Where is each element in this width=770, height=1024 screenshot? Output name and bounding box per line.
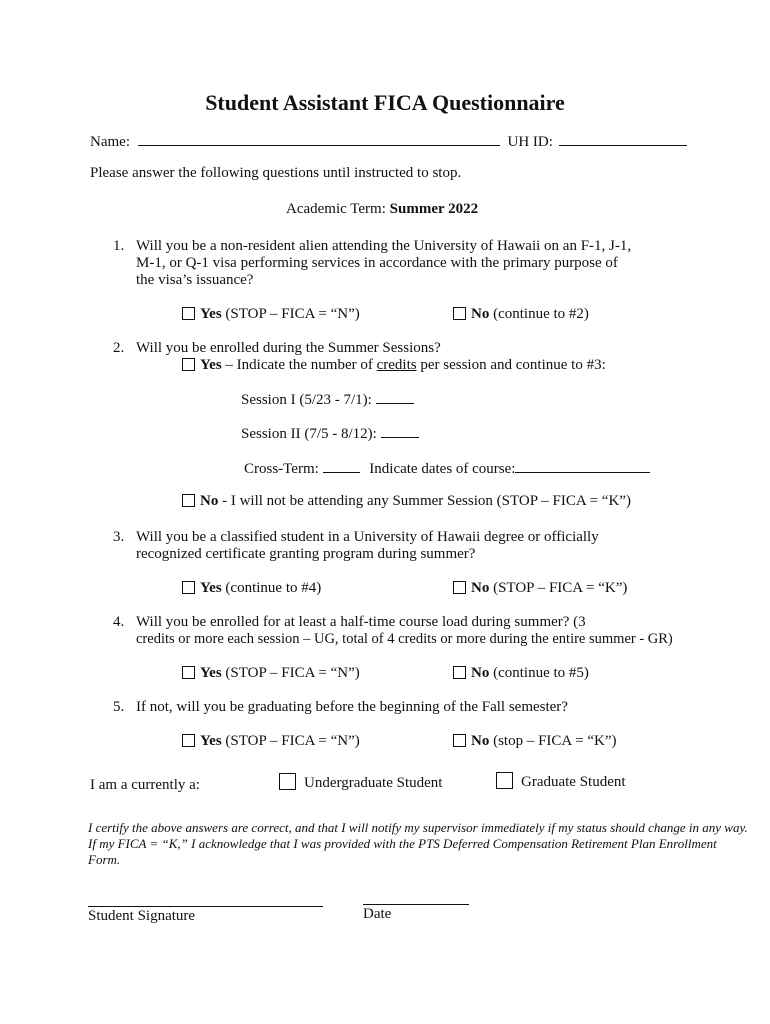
session2-row (241, 423, 419, 443)
undergrad-label: Undergraduate Student (304, 775, 443, 791)
q5-no-option[interactable] (453, 732, 617, 750)
session2-label: Session II (7/5 - 8/12): (241, 426, 377, 442)
q5-yes-note: (STOP – FICA = “N”) (221, 733, 360, 749)
q5-no-note: (stop – FICA = “K”) (489, 733, 617, 749)
grad-label: Graduate Student (521, 774, 626, 790)
q5-yes-option[interactable] (182, 732, 360, 750)
status-label: I am a currently a: (90, 777, 200, 793)
term-label: Academic Term: (286, 201, 386, 217)
q2-no-note: - I will not be attending any Summer Session (STOP – FICA = “K”) (218, 493, 631, 509)
q3-no-checkbox[interactable] (453, 581, 466, 594)
q4-yes-label: Yes (200, 665, 222, 681)
q2-credits-word: credits (376, 357, 417, 373)
crossterm-field[interactable] (323, 458, 360, 473)
q4-yes-option[interactable] (182, 664, 360, 682)
q4-line2: credits or more each session – UG, total of 4 credits or more during the entire summer - GR) (136, 631, 673, 647)
crossterm-row (244, 458, 650, 478)
q3-no-option[interactable] (453, 579, 627, 597)
q3-no-label: No (471, 580, 490, 596)
instructions: Please answer the following questions until instructed to stop. (90, 165, 462, 181)
q2-no-checkbox[interactable] (182, 494, 195, 507)
q2-yes-option[interactable] (182, 356, 606, 374)
undergrad-checkbox[interactable] (279, 773, 296, 790)
q3-line2: recognized certificate granting program during summer? (136, 546, 476, 562)
session1-label: Session I (5/23 - 7/1): (241, 392, 372, 408)
q2-line1: Will you be enrolled during the Summer Sessions? (136, 340, 441, 356)
q4-no-option[interactable] (453, 664, 589, 682)
grad-checkbox[interactable] (496, 772, 513, 789)
term-value: Summer 2022 (389, 201, 479, 217)
q5-no-checkbox[interactable] (453, 734, 466, 747)
q2-yes-note-b: per session and continue to #3: (416, 357, 606, 373)
page-title: Student Assistant FICA Questionnaire (205, 90, 565, 115)
session1-field[interactable] (376, 389, 414, 404)
q4-no-note: (continue to #5) (489, 665, 589, 681)
uhid-field[interactable] (559, 131, 687, 146)
q1-no-label: No (471, 306, 490, 322)
q5-line1: If not, will you be graduating before the beginning of the Fall semester? (136, 699, 568, 715)
q5-yes-label: Yes (200, 733, 222, 749)
q1-line2: M-1, or Q-1 visa performing services in accordance with the primary purpose of (136, 255, 618, 271)
q2-yes-note-a: – Indicate the number of (221, 357, 377, 373)
q5-number: 5. (113, 699, 125, 715)
dates-label: Indicate dates of course: (369, 461, 516, 477)
q1-no-option[interactable] (453, 305, 589, 323)
q3-number: 3. (113, 529, 125, 545)
session2-field[interactable] (381, 423, 419, 438)
undergrad-option[interactable] (279, 773, 442, 792)
uhid-label: UH ID: (507, 134, 553, 150)
q1-line3: the visa’s issuance? (136, 272, 254, 288)
q3-no-note: (STOP – FICA = “K”) (489, 580, 628, 596)
q1-no-note: (continue to #2) (489, 306, 589, 322)
q4-yes-checkbox[interactable] (182, 666, 195, 679)
q4-line1: Will you be enrolled for at least a half-time course load during summer? (3 (136, 614, 586, 630)
name-label: Name: (90, 134, 130, 150)
q4-no-label: No (471, 665, 490, 681)
name-row (90, 131, 687, 151)
q5-yes-checkbox[interactable] (182, 734, 195, 747)
q1-yes-option[interactable] (182, 305, 360, 323)
session1-row (241, 389, 414, 409)
q1-yes-checkbox[interactable] (182, 307, 195, 320)
q3-yes-note: (continue to #4) (221, 580, 322, 596)
signature-label: Student Signature (88, 908, 196, 924)
q2-no-option[interactable] (182, 492, 631, 510)
q1-no-checkbox[interactable] (453, 307, 466, 320)
name-field[interactable] (138, 131, 500, 146)
academic-term (286, 200, 478, 218)
q1-yes-note: (STOP – FICA = “N”) (221, 306, 360, 322)
q5-no-label: No (471, 733, 490, 749)
q1-yes-label: Yes (200, 306, 222, 322)
q3-line1: Will you be a classified student in a University of Hawaii degree or officially (136, 529, 599, 545)
q4-yes-note: (STOP – FICA = “N”) (221, 665, 360, 681)
q2-number: 2. (113, 340, 125, 356)
q2-yes-label: Yes (200, 357, 222, 373)
q2-yes-checkbox[interactable] (182, 358, 195, 371)
date-label: Date (363, 906, 392, 922)
q2-no-label: No (200, 493, 219, 509)
q3-yes-checkbox[interactable] (182, 581, 195, 594)
q4-number: 4. (113, 614, 125, 630)
q1-number: 1. (113, 238, 125, 254)
crossterm-label: Cross-Term: (244, 461, 319, 477)
certification-text: I certify the above answers are correct, and that I will notify my supervisor immediately if my status should change in any way. If my FICA = “K,” I acknowledge that I was provided with the PTS Deferred Compensation Retirement Plan Enrollment Form. (88, 820, 748, 867)
q4-no-checkbox[interactable] (453, 666, 466, 679)
dates-field[interactable] (515, 458, 650, 473)
q3-yes-option[interactable] (182, 579, 321, 597)
q3-yes-label: Yes (200, 580, 222, 596)
q1-line1: Will you be a non-resident alien attending the University of Hawaii on an F-1, J-1, (136, 238, 632, 254)
grad-option[interactable] (496, 772, 626, 791)
